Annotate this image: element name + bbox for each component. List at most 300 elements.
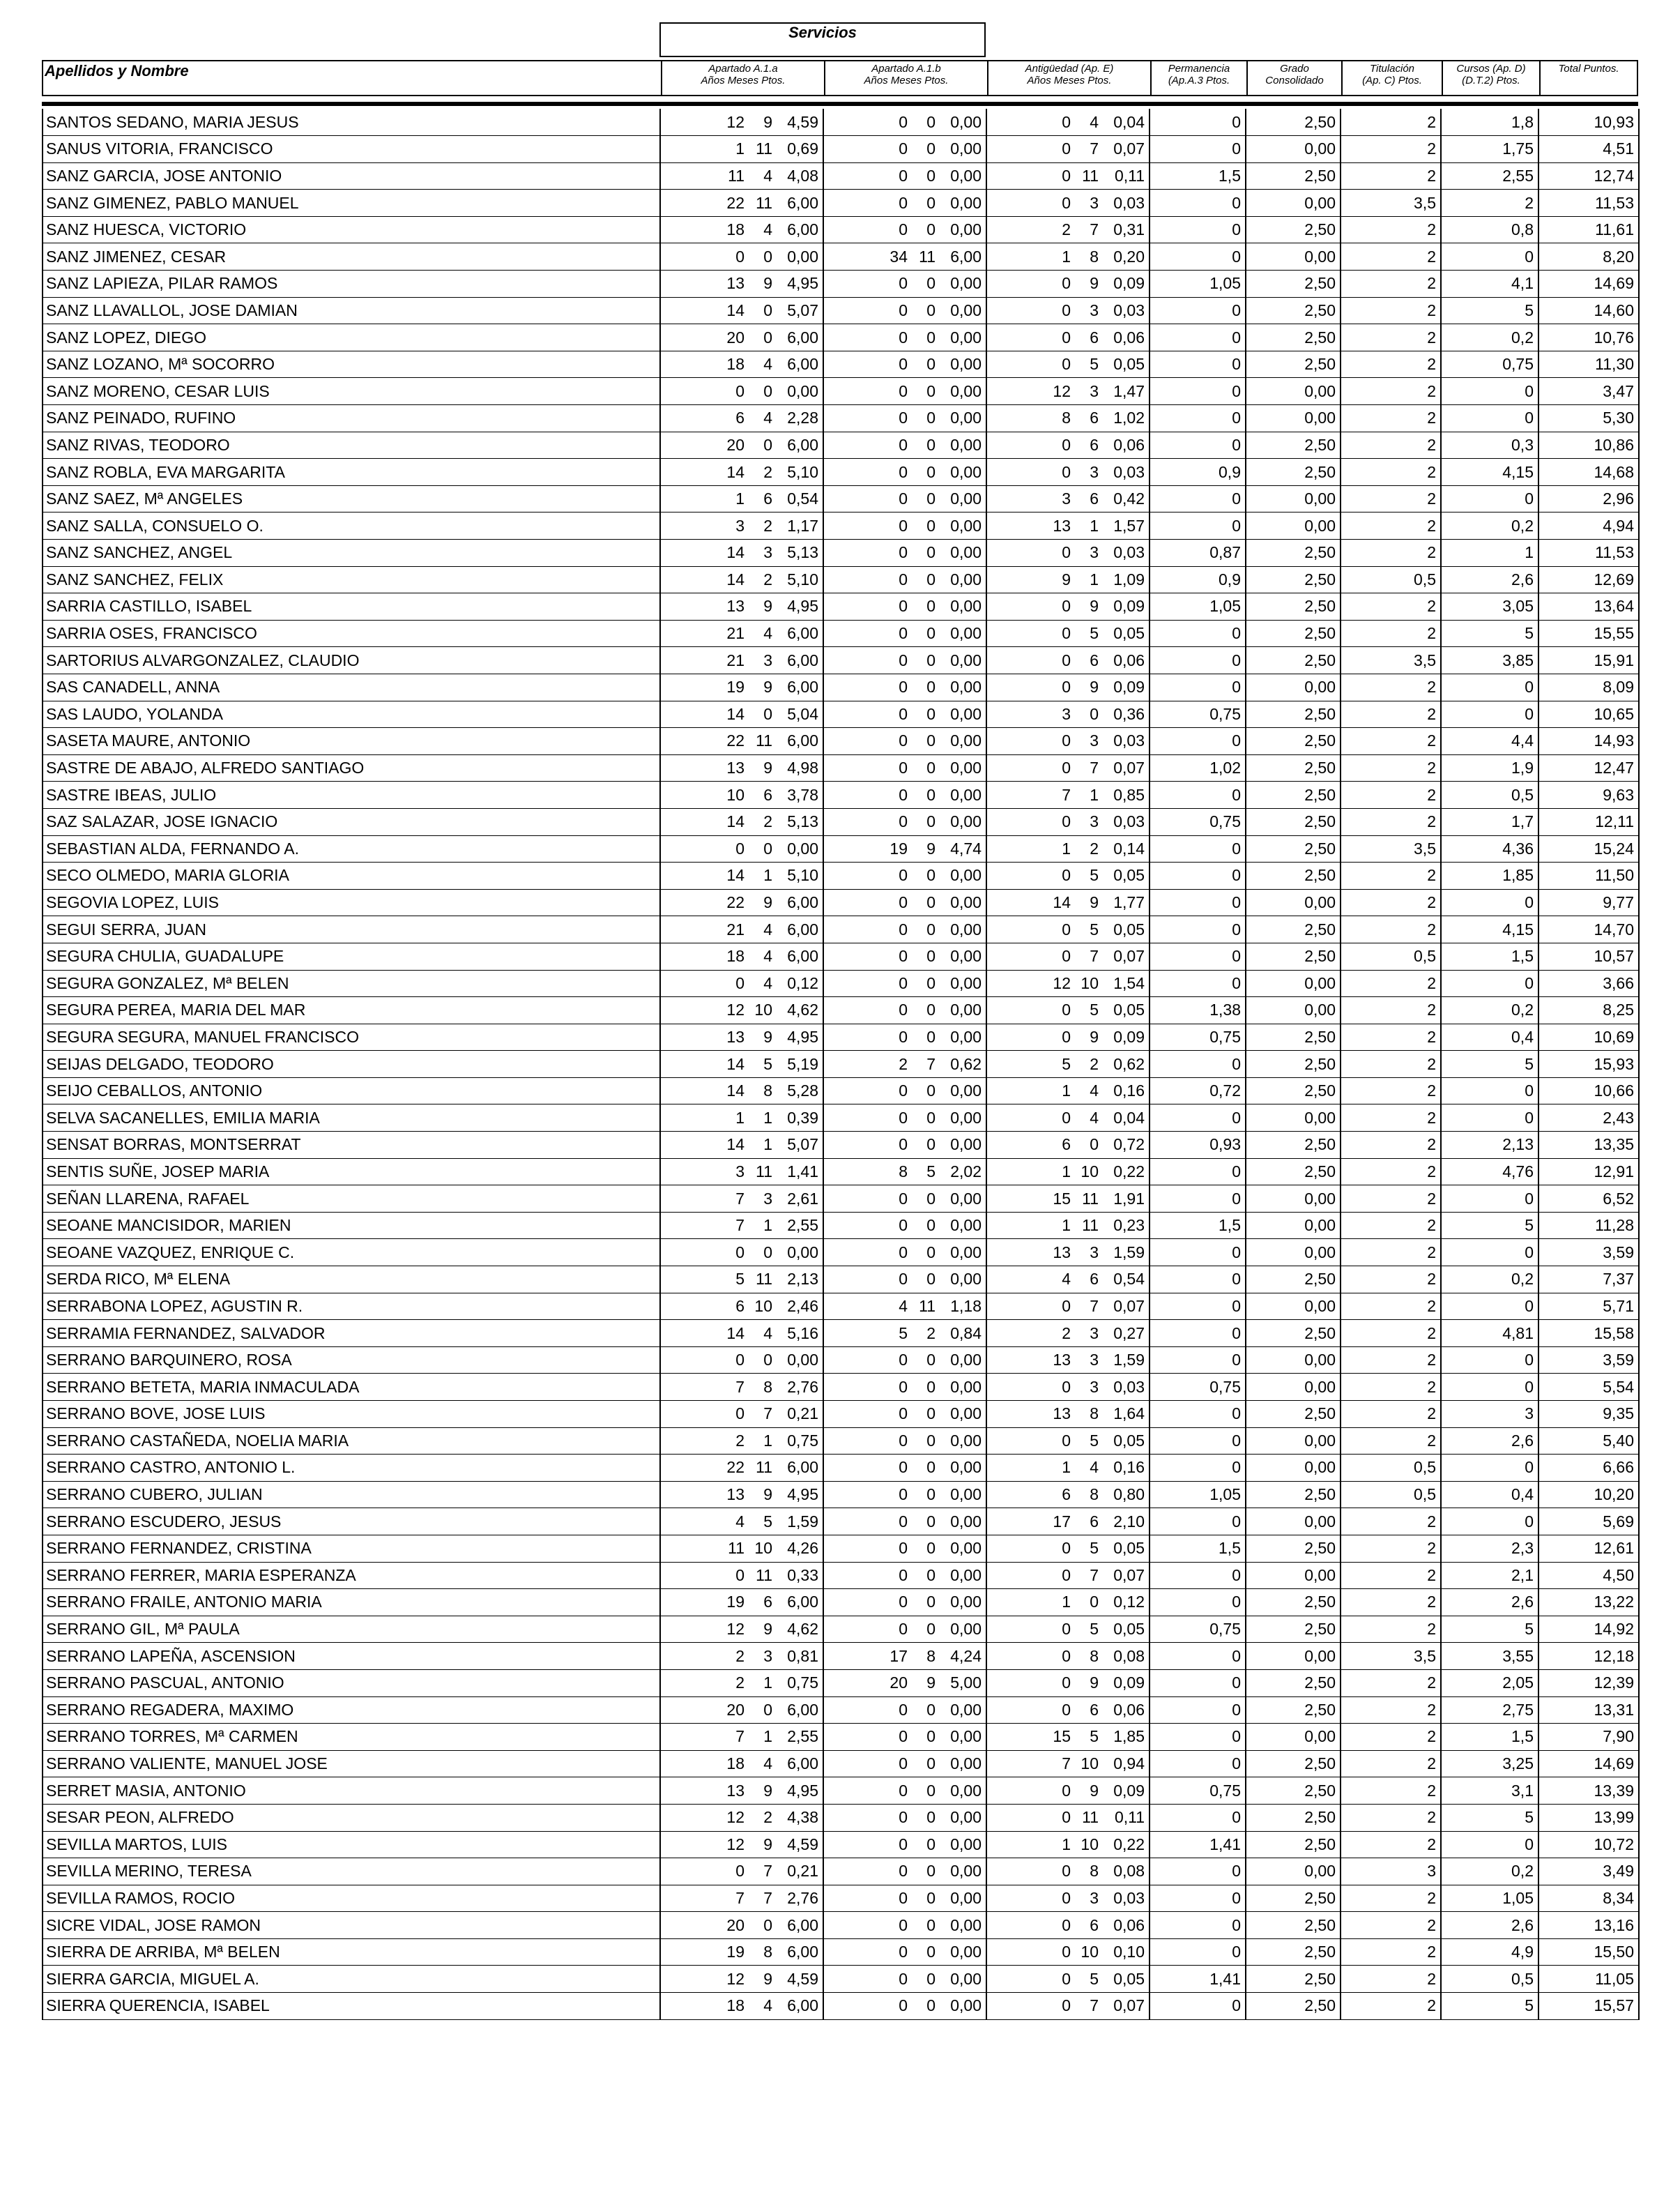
table-row (43, 540, 1639, 567)
cell-cursos: 0 (1441, 970, 1538, 997)
a1b-ptos: 0,00 (950, 785, 982, 804)
antiguedad-anos: 1 (1062, 1593, 1071, 1611)
a1b-meses: 0 (926, 220, 936, 239)
antiguedad-meses: 3 (1090, 1377, 1099, 1396)
a1b-meses: 0 (926, 1754, 936, 1773)
antiguedad-ptos: 0,23 (1113, 1216, 1145, 1235)
cell-titulacion: 2 (1341, 1320, 1441, 1347)
cell-total-puntos: 11,05 (1538, 1966, 1639, 1993)
cell-apellidos-nombre: SELVA SACANELLES, EMILIA MARIA (43, 1104, 660, 1132)
cell-a1b (823, 1804, 986, 1831)
cell-antiguedad (986, 593, 1150, 621)
table-row (43, 243, 1639, 271)
cell-permanencia: 0 (1150, 1293, 1246, 1320)
table-row (43, 1885, 1639, 1912)
cell-grado-consolidado: 0,00 (1246, 1455, 1341, 1482)
cell-total-puntos: 11,50 (1538, 863, 1639, 890)
a1a-ptos: 6,00 (787, 920, 818, 939)
antiguedad-ptos: 0,07 (1113, 1296, 1145, 1315)
cell-cursos: 0,2 (1441, 512, 1538, 540)
a1b-meses: 0 (926, 1593, 936, 1611)
cell-total-puntos: 11,53 (1538, 540, 1639, 567)
cell-antiguedad (986, 432, 1150, 459)
cell-apellidos-nombre: SERRANO PASCUAL, ANTONIO (43, 1669, 660, 1696)
a1a-ptos: 5,10 (787, 462, 818, 481)
a1b-meses: 0 (926, 1243, 936, 1261)
cell-titulacion: 2 (1341, 216, 1441, 243)
cell-cursos: 3,55 (1441, 1643, 1538, 1670)
table-row (43, 1938, 1639, 1966)
a1a-meses: 0 (763, 247, 772, 266)
a1b-ptos: 0,00 (950, 1458, 982, 1477)
antiguedad-meses: 5 (1090, 624, 1099, 643)
a1b-anos: 0 (899, 785, 908, 804)
a1a-ptos: 6,00 (787, 435, 818, 454)
antiguedad-meses: 7 (1090, 1565, 1099, 1584)
antiguedad-ptos: 0,03 (1113, 543, 1145, 562)
cell-grado-consolidado: 2,50 (1246, 459, 1341, 486)
a1a-ptos: 6,00 (787, 1754, 818, 1773)
a1a-anos: 12 (726, 112, 744, 131)
a1a-ptos: 4,59 (787, 1835, 818, 1853)
cell-grado-consolidado: 0,00 (1246, 512, 1341, 540)
a1b-meses: 0 (926, 462, 936, 481)
cell-a1a (660, 1185, 823, 1213)
antiguedad-ptos: 0,06 (1113, 1915, 1145, 1934)
cell-a1a (660, 1643, 823, 1670)
cell-antiguedad (986, 701, 1150, 728)
cell-titulacion: 2 (1341, 863, 1441, 890)
antiguedad-meses: 10 (1080, 1162, 1099, 1180)
cell-cursos: 0 (1441, 674, 1538, 701)
antiguedad-meses: 5 (1090, 1620, 1099, 1639)
a1b-meses: 0 (926, 1565, 936, 1584)
a1b-ptos: 0,00 (950, 1996, 982, 2015)
antiguedad-meses: 9 (1090, 1781, 1099, 1800)
cell-cursos: 2,6 (1441, 1589, 1538, 1616)
cell-antiguedad (986, 674, 1150, 701)
cell-cursos: 1,9 (1441, 754, 1538, 782)
cell-a1b (823, 378, 986, 405)
cell-total-puntos: 9,35 (1538, 1401, 1639, 1428)
antiguedad-anos: 17 (1053, 1512, 1071, 1531)
antiguedad-anos: 0 (1062, 1027, 1071, 1046)
cell-titulacion: 2 (1341, 593, 1441, 621)
a1b-meses: 0 (926, 1943, 936, 1961)
cell-apellidos-nombre: SEGURA SEGURA, MANUEL FRANCISCO (43, 1024, 660, 1051)
cell-total-puntos: 13,22 (1538, 1589, 1639, 1616)
cell-permanencia: 0 (1150, 485, 1246, 512)
antiguedad-meses: 3 (1090, 1888, 1099, 1907)
a1b-meses: 0 (926, 785, 936, 804)
antiguedad-anos: 0 (1062, 328, 1071, 347)
cell-permanencia: 0 (1150, 782, 1246, 809)
cell-grado-consolidado: 2,50 (1246, 1777, 1341, 1805)
cell-a1b (823, 1455, 986, 1482)
cell-a1b (823, 1938, 986, 1966)
cell-a1a (660, 782, 823, 809)
cell-a1b (823, 324, 986, 351)
a1b-anos: 0 (899, 328, 908, 347)
cell-apellidos-nombre: SERRET MASIA, ANTONIO (43, 1777, 660, 1805)
a1b-anos: 0 (899, 1135, 908, 1154)
a1a-ptos: 2,55 (787, 1727, 818, 1746)
antiguedad-meses: 6 (1090, 489, 1099, 508)
antiguedad-meses: 6 (1090, 651, 1099, 669)
cell-apellidos-nombre: SERRANO CASTAÑEDA, NOELIA MARIA (43, 1427, 660, 1455)
a1b-meses: 0 (926, 301, 936, 319)
antiguedad-meses: 8 (1090, 1862, 1099, 1881)
cell-total-puntos: 15,57 (1538, 1993, 1639, 2020)
a1a-anos: 13 (726, 1027, 744, 1046)
cell-antiguedad (986, 1562, 1150, 1589)
a1a-meses: 0 (763, 301, 772, 319)
cell-titulacion: 2 (1341, 512, 1441, 540)
cell-antiguedad (986, 271, 1150, 298)
a1a-anos: 2 (735, 1646, 744, 1665)
a1a-meses: 0 (763, 1243, 772, 1261)
cell-total-puntos: 5,69 (1538, 1508, 1639, 1535)
a1b-anos: 0 (899, 1700, 908, 1719)
antiguedad-anos: 1 (1062, 839, 1071, 858)
a1a-anos: 14 (726, 1054, 744, 1073)
cell-apellidos-nombre: SAZ SALAZAR, JOSE IGNACIO (43, 808, 660, 835)
a1b-ptos: 0,00 (950, 1512, 982, 1531)
cell-titulacion: 3,5 (1341, 190, 1441, 217)
a1a-ptos: 6,00 (787, 1458, 818, 1477)
a1a-anos: 5 (735, 1270, 744, 1289)
cell-a1a (660, 1455, 823, 1482)
antiguedad-meses: 3 (1090, 731, 1099, 750)
cell-a1a (660, 1239, 823, 1266)
cell-a1a (660, 512, 823, 540)
antiguedad-anos: 1 (1062, 1835, 1071, 1853)
a1b-ptos: 0,00 (950, 1351, 982, 1369)
a1a-meses: 4 (763, 1754, 772, 1773)
cell-apellidos-nombre: SANZ GIMENEZ, PABLO MANUEL (43, 190, 660, 217)
cell-a1b (823, 1750, 986, 1777)
cell-grado-consolidado: 2,50 (1246, 943, 1341, 970)
cell-titulacion: 2 (1341, 1024, 1441, 1051)
cell-permanencia: 0 (1150, 297, 1246, 324)
a1b-meses: 11 (919, 247, 936, 266)
a1a-ptos: 6,00 (787, 678, 818, 697)
antiguedad-anos: 0 (1062, 355, 1071, 374)
a1b-meses: 0 (926, 1270, 936, 1289)
a1b-anos: 0 (899, 1862, 908, 1881)
a1b-ptos: 0,84 (950, 1323, 982, 1342)
cell-antiguedad (986, 1858, 1150, 1885)
cell-total-puntos: 12,11 (1538, 808, 1639, 835)
cell-a1a (660, 1104, 823, 1132)
cell-titulacion: 2 (1341, 1104, 1441, 1132)
cell-a1a (660, 109, 823, 136)
a1b-ptos: 0,00 (950, 1027, 982, 1046)
cell-grado-consolidado: 2,50 (1246, 297, 1341, 324)
a1a-meses: 3 (763, 543, 772, 562)
a1a-ptos: 0,81 (787, 1646, 818, 1665)
cell-total-puntos: 10,72 (1538, 1831, 1639, 1858)
cell-antiguedad (986, 1804, 1150, 1831)
a1b-meses: 0 (926, 1888, 936, 1907)
cell-total-puntos: 10,69 (1538, 1024, 1639, 1051)
a1a-anos: 0 (735, 381, 744, 400)
cell-cursos: 1,8 (1441, 109, 1538, 136)
a1b-anos: 0 (899, 866, 908, 885)
cell-a1a (660, 324, 823, 351)
cell-apellidos-nombre: SICRE VIDAL, JOSE RAMON (43, 1912, 660, 1939)
cell-cursos: 0 (1441, 701, 1538, 728)
antiguedad-meses: 9 (1090, 1027, 1099, 1046)
table-row (43, 1777, 1639, 1805)
table-row (43, 566, 1639, 593)
cell-permanencia: 0 (1150, 1938, 1246, 1966)
a1b-anos: 0 (899, 1969, 908, 1988)
cell-apellidos-nombre: SEÑAN LLARENA, RAFAEL (43, 1185, 660, 1213)
cell-total-puntos: 3,59 (1538, 1239, 1639, 1266)
cell-permanencia: 1,02 (1150, 754, 1246, 782)
cell-titulacion: 2 (1341, 620, 1441, 647)
antiguedad-ptos: 0,22 (1113, 1162, 1145, 1180)
a1a-ptos: 2,61 (787, 1189, 818, 1208)
antiguedad-meses: 5 (1090, 1431, 1099, 1450)
a1a-meses: 4 (763, 166, 772, 185)
a1a-ptos: 4,95 (787, 274, 818, 293)
a1b-meses: 0 (926, 651, 936, 669)
a1b-meses: 0 (926, 139, 936, 158)
cell-titulacion: 2 (1341, 1912, 1441, 1939)
cell-grado-consolidado: 2,50 (1246, 1266, 1341, 1293)
a1a-ptos: 4,38 (787, 1808, 818, 1827)
antiguedad-ptos: 0,16 (1113, 1458, 1145, 1477)
antiguedad-meses: 5 (1090, 1727, 1099, 1746)
cell-grado-consolidado: 2,50 (1246, 540, 1341, 567)
cell-antiguedad (986, 970, 1150, 997)
cell-a1a (660, 1616, 823, 1643)
a1b-ptos: 0,00 (950, 409, 982, 427)
cell-titulacion: 2 (1341, 1885, 1441, 1912)
cell-total-puntos: 12,74 (1538, 162, 1639, 190)
a1b-ptos: 0,00 (950, 193, 982, 212)
cell-a1a (660, 1320, 823, 1347)
a1a-meses: 0 (763, 435, 772, 454)
cell-total-puntos: 4,51 (1538, 136, 1639, 163)
a1b-meses: 0 (926, 947, 936, 966)
cell-cursos: 0 (1441, 1185, 1538, 1213)
cell-permanencia: 1,5 (1150, 162, 1246, 190)
cell-total-puntos: 14,93 (1538, 728, 1639, 755)
a1b-anos: 0 (899, 893, 908, 912)
cell-permanencia: 0 (1150, 324, 1246, 351)
cell-total-puntos: 14,60 (1538, 297, 1639, 324)
antiguedad-meses: 2 (1090, 839, 1099, 858)
antiguedad-meses: 8 (1090, 1646, 1099, 1665)
cell-apellidos-nombre: SEVILLA MARTOS, LUIS (43, 1831, 660, 1858)
cell-apellidos-nombre: SANZ SANCHEZ, FELIX (43, 566, 660, 593)
a1b-meses: 0 (926, 1781, 936, 1800)
antiguedad-anos: 0 (1062, 678, 1071, 697)
antiguedad-meses: 3 (1090, 812, 1099, 831)
antiguedad-meses: 0 (1090, 704, 1099, 723)
a1b-meses: 0 (926, 1862, 936, 1881)
cell-apellidos-nombre: SERRANO FRAILE, ANTONIO MARIA (43, 1589, 660, 1616)
a1b-anos: 0 (899, 1270, 908, 1289)
a1a-anos: 14 (726, 812, 744, 831)
cell-cursos: 2 (1441, 190, 1538, 217)
a1b-ptos: 0,00 (950, 570, 982, 589)
cell-total-puntos: 15,93 (1538, 1051, 1639, 1078)
a1a-anos: 13 (726, 1485, 744, 1504)
cell-a1b (823, 1266, 986, 1293)
a1a-anos: 10 (726, 785, 744, 804)
cell-titulacion: 2 (1341, 1508, 1441, 1535)
cell-titulacion: 2 (1341, 1589, 1441, 1616)
a1a-ptos: 1,41 (787, 1162, 818, 1180)
cell-a1b (823, 728, 986, 755)
cell-a1b (823, 190, 986, 217)
a1b-ptos: 0,00 (950, 1565, 982, 1584)
antiguedad-meses: 7 (1090, 139, 1099, 158)
a1b-meses: 0 (926, 1996, 936, 2015)
cell-cursos: 4,15 (1441, 459, 1538, 486)
cell-grado-consolidado: 2,50 (1246, 728, 1341, 755)
a1a-ptos: 2,46 (787, 1296, 818, 1315)
cell-apellidos-nombre: SERRANO CASTRO, ANTONIO L. (43, 1455, 660, 1482)
antiguedad-anos: 0 (1062, 1377, 1071, 1396)
antiguedad-anos: 13 (1053, 1243, 1071, 1261)
cell-a1a (660, 1777, 823, 1805)
cell-a1b (823, 647, 986, 674)
a1a-anos: 6 (735, 409, 744, 427)
table-row (43, 754, 1639, 782)
table-row (43, 485, 1639, 512)
cell-a1b (823, 674, 986, 701)
a1b-meses: 0 (926, 1216, 936, 1235)
a1b-ptos: 0,00 (950, 973, 982, 992)
cell-grado-consolidado: 0,00 (1246, 1104, 1341, 1132)
cell-permanencia: 0 (1150, 1724, 1246, 1751)
a1b-anos: 0 (899, 973, 908, 992)
cell-titulacion: 2 (1341, 1427, 1441, 1455)
a1b-ptos: 0,00 (950, 1270, 982, 1289)
a1b-anos: 0 (899, 1727, 908, 1746)
cell-antiguedad (986, 1320, 1150, 1347)
cell-cursos: 4,76 (1441, 1158, 1538, 1185)
a1b-meses: 0 (926, 597, 936, 616)
cell-a1b (823, 808, 986, 835)
a1a-anos: 2 (735, 1673, 744, 1692)
a1b-ptos: 0,00 (950, 1593, 982, 1611)
antiguedad-anos: 0 (1062, 1969, 1071, 1988)
a1a-meses: 9 (763, 678, 772, 697)
a1a-ptos: 0,00 (787, 247, 818, 266)
cell-a1a (660, 1374, 823, 1401)
cell-a1a (660, 1885, 823, 1912)
cell-apellidos-nombre: SERRANO CUBERO, JULIAN (43, 1481, 660, 1508)
cell-total-puntos: 13,16 (1538, 1912, 1639, 1939)
a1a-anos: 4 (735, 1512, 744, 1531)
antiguedad-ptos: 0,03 (1113, 731, 1145, 750)
cell-apellidos-nombre: SEOANE VAZQUEZ, ENRIQUE C. (43, 1239, 660, 1266)
cell-apellidos-nombre: SANTOS SEDANO, MARIA JESUS (43, 109, 660, 136)
cell-permanencia: 0 (1150, 1993, 1246, 2020)
a1a-ptos: 0,39 (787, 1108, 818, 1127)
antiguedad-anos: 15 (1053, 1189, 1071, 1208)
cell-grado-consolidado: 2,50 (1246, 1831, 1341, 1858)
antiguedad-anos: 12 (1053, 381, 1071, 400)
a1b-ptos: 0,00 (950, 1700, 982, 1719)
table-row (43, 1535, 1639, 1562)
antiguedad-ptos: 0,36 (1113, 704, 1145, 723)
antiguedad-anos: 0 (1062, 1539, 1071, 1558)
cell-titulacion: 2 (1341, 997, 1441, 1024)
cell-apellidos-nombre: SASETA MAURE, ANTONIO (43, 728, 660, 755)
header-permanencia: Permanencia (Ap.A.3 Ptos. (1150, 61, 1246, 95)
cell-titulacion: 2 (1341, 271, 1441, 298)
cell-antiguedad (986, 620, 1150, 647)
a1b-ptos: 0,00 (950, 1620, 982, 1639)
cell-a1a (660, 1831, 823, 1858)
cell-a1a (660, 432, 823, 459)
cell-total-puntos: 12,61 (1538, 1535, 1639, 1562)
a1b-meses: 0 (926, 355, 936, 374)
a1b-anos: 0 (899, 812, 908, 831)
cell-cursos: 1,05 (1441, 1885, 1538, 1912)
a1a-anos: 20 (726, 328, 744, 347)
a1b-ptos: 0,00 (950, 812, 982, 831)
antiguedad-ptos: 1,64 (1113, 1404, 1145, 1423)
cell-total-puntos: 15,91 (1538, 647, 1639, 674)
a1b-anos: 0 (899, 112, 908, 131)
cell-grado-consolidado: 0,00 (1246, 485, 1341, 512)
cell-a1a (660, 835, 823, 863)
antiguedad-meses: 5 (1090, 1539, 1099, 1558)
cell-a1b (823, 1481, 986, 1508)
cell-total-puntos: 14,69 (1538, 271, 1639, 298)
cell-antiguedad (986, 1831, 1150, 1858)
cell-apellidos-nombre: SERRANO FERNANDEZ, CRISTINA (43, 1535, 660, 1562)
a1a-meses: 8 (763, 1081, 772, 1100)
antiguedad-anos: 0 (1062, 1915, 1071, 1934)
cell-a1a (660, 1938, 823, 1966)
table-row (43, 835, 1639, 863)
cell-cursos: 3,25 (1441, 1750, 1538, 1777)
cell-a1b (823, 835, 986, 863)
a1b-meses: 0 (926, 973, 936, 992)
cell-permanencia: 0 (1150, 136, 1246, 163)
cell-permanencia: 0 (1150, 1696, 1246, 1724)
a1b-anos: 0 (899, 570, 908, 589)
antiguedad-meses: 2 (1090, 1054, 1099, 1073)
a1a-ptos: 1,17 (787, 516, 818, 535)
cell-permanencia: 0 (1150, 916, 1246, 943)
cell-cursos: 0,8 (1441, 216, 1538, 243)
cell-a1a (660, 190, 823, 217)
cell-titulacion: 2 (1341, 1077, 1441, 1104)
antiguedad-meses: 11 (1082, 1808, 1099, 1827)
table-row (43, 863, 1639, 890)
header-titulacion: Titulación (Ap. C) Ptos. (1341, 61, 1442, 95)
a1a-anos: 14 (726, 1135, 744, 1154)
cell-antiguedad (986, 566, 1150, 593)
a1b-meses: 0 (926, 920, 936, 939)
cell-antiguedad (986, 1643, 1150, 1670)
cell-cursos: 0 (1441, 1508, 1538, 1535)
cell-antiguedad (986, 1401, 1150, 1428)
a1a-meses: 6 (763, 489, 772, 508)
cell-apellidos-nombre: SECO OLMEDO, MARIA GLORIA (43, 863, 660, 890)
a1b-anos: 0 (899, 1377, 908, 1396)
